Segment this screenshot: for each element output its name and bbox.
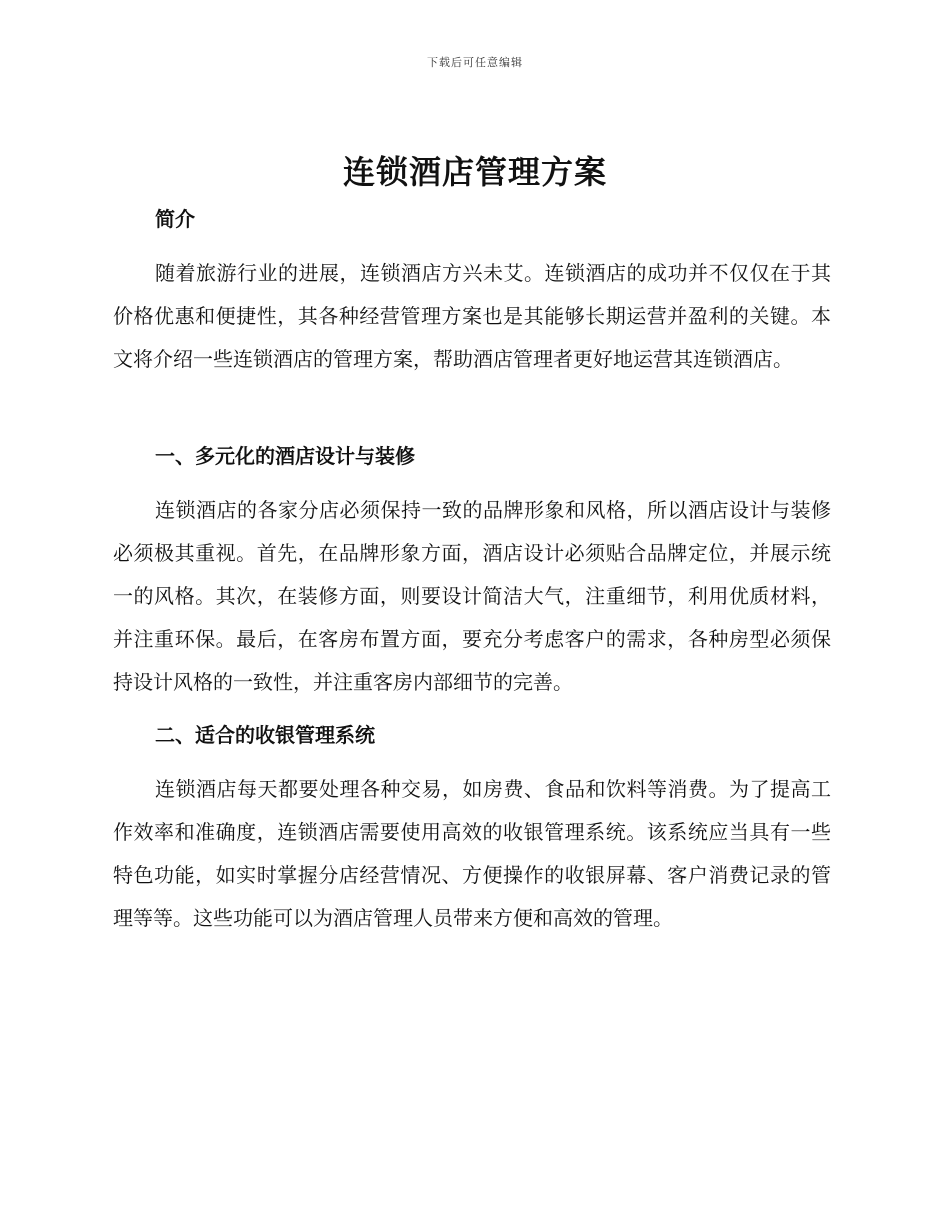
section-intro — [113, 205, 831, 233]
header-note: 下载后可任意编辑 — [427, 56, 523, 69]
section-heading: 二、适合的收银管理系统 — [155, 723, 375, 747]
document-title: 连锁酒店管理方案 — [342, 153, 607, 191]
section-intro-body — [113, 252, 831, 381]
section-heading: 简介 — [155, 207, 195, 231]
section-heading: 一、多元化的酒店设计与装修 — [155, 444, 415, 468]
section-design — [113, 442, 831, 470]
section-paragraph: 连锁酒店每天都要处理各种交易，如房费、食品和饮料等消费。为了提高工作效率和准确度，连锁酒店需要使用高效的收银管理系统。该系统应当具有一些特色功能，如实时掌握分店经营情况、方便操作的收银屏幕、客户消费记录的管理等等。这些功能可以为酒店管理人员带来方便和高效的管理。 — [113, 777, 831, 930]
section-cashier — [113, 721, 831, 749]
section-design-body — [113, 489, 831, 704]
section-paragraph: 连锁酒店的各家分店必须保持一致的品牌形象和风格，所以酒店设计与装修必须极其重视。首先，在品牌形象方面，酒店设计必须贴合品牌定位，并展示统一的风格。其次，在装修方面，则要设计简洁大气，注重细节，利用优质材料，并注重环保。最后，在客房布置方面，要充分考虑客户的需求，各种房型必须保持设计风格的一致性，并注重客房内部细节的完善。 — [113, 498, 831, 694]
section-paragraph: 随着旅游行业的进展，连锁酒店方兴未艾。连锁酒店的成功并不仅仅在于其价格优惠和便捷性，其各种经营管理方案也是其能够长期运营并盈利的关键。本文将介绍一些连锁酒店的管理方案，帮助酒店管理者更好地运营其连锁酒店。 — [113, 261, 831, 371]
section-cashier-body — [113, 768, 831, 940]
